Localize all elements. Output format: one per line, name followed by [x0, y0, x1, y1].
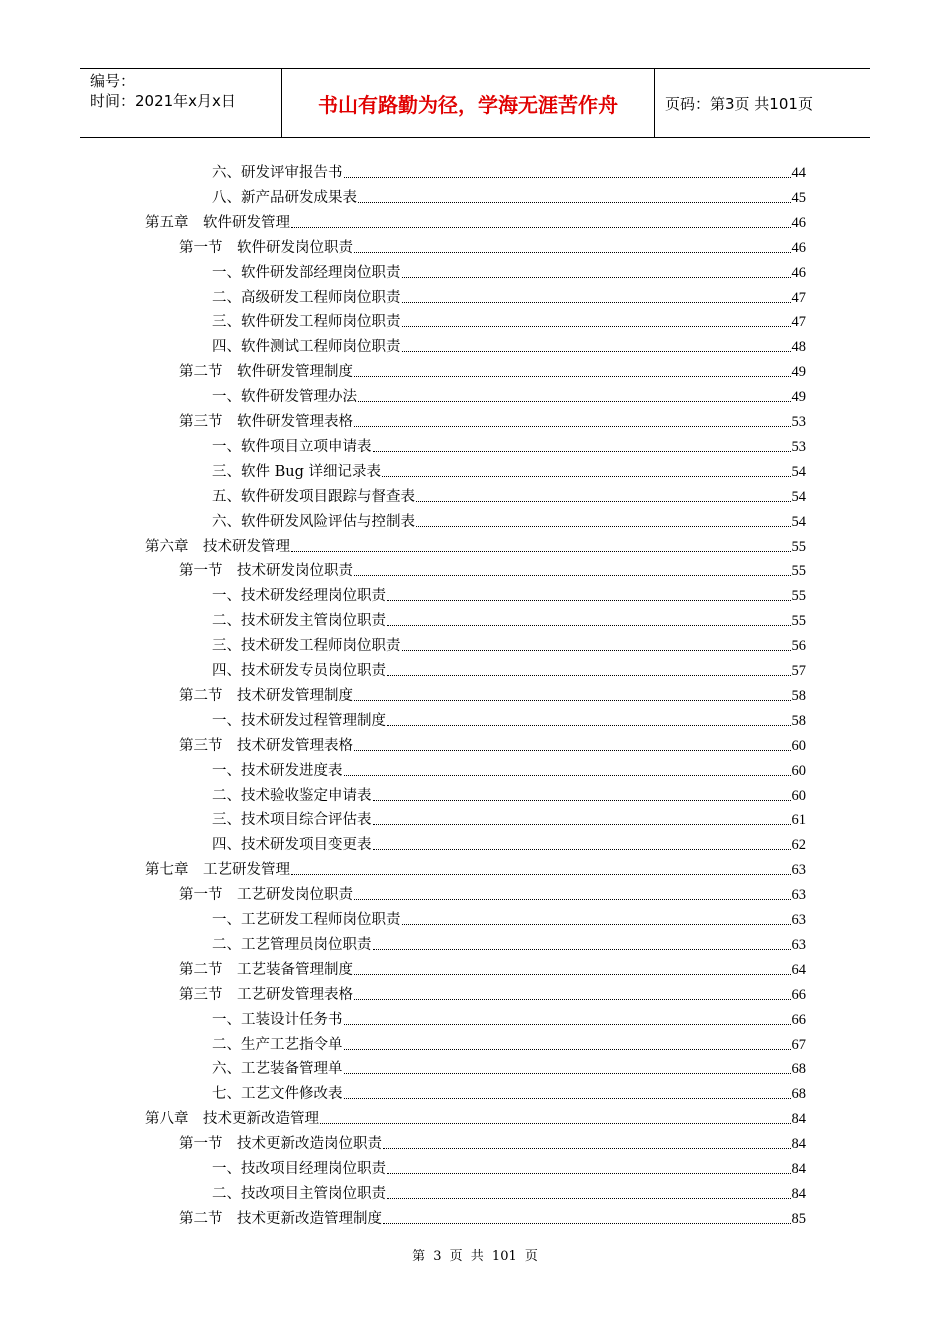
toc-entry-page: 53 — [791, 438, 806, 455]
toc-entry-page: 49 — [791, 364, 806, 381]
toc-entry-page: 54 — [791, 488, 806, 505]
toc-entry[interactable] — [212, 159, 806, 183]
toc-entry-title: 一、软件项目立项申请表 — [212, 438, 372, 455]
toc-entry-title: 二、技改项目主管岗位职责 — [212, 1185, 386, 1202]
toc-entry[interactable] — [212, 632, 806, 656]
toc-entry-page: 60 — [791, 762, 806, 779]
toc-entry-title: 第二节 技术更新改造管理制度 — [179, 1210, 382, 1227]
toc-entry[interactable] — [212, 906, 806, 930]
toc-entry-page: 53 — [791, 414, 806, 430]
toc-entry[interactable] — [179, 358, 806, 382]
toc-entry[interactable] — [212, 831, 806, 855]
toc-entry-page: 84 — [791, 1136, 806, 1153]
toc-entry-title: 第一节 技术研发岗位职责 — [179, 563, 353, 580]
toc-entry[interactable] — [179, 1205, 806, 1229]
toc-entry-page: 54 — [791, 513, 806, 530]
toc-dot-leader — [373, 824, 791, 825]
toc-entry-page: 55 — [791, 563, 806, 580]
toc-entry-page: 48 — [791, 339, 806, 356]
toc-dot-leader — [344, 177, 791, 178]
toc-entry-title: 三、技术研发工程师岗位职责 — [212, 638, 401, 655]
toc-dot-leader — [320, 1123, 791, 1124]
toc-entry[interactable] — [212, 333, 806, 357]
toc-dot-leader — [416, 501, 791, 502]
toc-entry-page: 60 — [791, 787, 806, 804]
toc-dot-leader — [354, 426, 791, 427]
toc-entry-title: 第三节 软件研发管理表格 — [179, 414, 353, 430]
toc-entry[interactable] — [212, 782, 806, 806]
toc-entry-title: 第三节 工艺研发管理表格 — [179, 986, 353, 1003]
toc-entry-page: 66 — [791, 1011, 806, 1028]
toc-entry-page: 46 — [791, 239, 806, 256]
toc-dot-leader — [373, 949, 791, 950]
toc-entry[interactable] — [212, 433, 806, 457]
toc-entry-page: 46 — [791, 264, 806, 281]
toc-dot-leader — [344, 1073, 791, 1074]
toc-dot-leader — [387, 625, 791, 626]
toc-entry-page: 55 — [791, 538, 806, 555]
toc-entry-title: 六、工艺装备管理单 — [212, 1061, 343, 1078]
page-footer: 第 3 页 共 101 页 — [412, 1249, 538, 1264]
toc-dot-leader — [344, 775, 791, 776]
toc-dot-leader — [387, 675, 791, 676]
toc-entry-title: 四、技术研发项目变更表 — [212, 837, 372, 854]
toc-dot-leader — [387, 600, 791, 601]
header-meta — [80, 69, 282, 137]
toc-entry-page: 68 — [791, 1061, 806, 1078]
toc-entry-page: 55 — [791, 613, 806, 630]
toc-dot-leader — [354, 999, 791, 1000]
toc-dot-leader — [344, 1024, 791, 1025]
toc-entry-title: 二、生产工艺指令单 — [212, 1036, 343, 1053]
toc-entry[interactable] — [212, 284, 806, 308]
toc-entry-title: 三、技术项目综合评估表 — [212, 812, 372, 829]
toc-dot-leader — [291, 227, 791, 228]
toc-entry[interactable] — [212, 508, 806, 532]
toc-entry[interactable] — [212, 1055, 806, 1079]
toc-entry-title: 第七章 工艺研发管理 — [145, 862, 290, 879]
toc-dot-leader — [354, 750, 791, 751]
toc-dot-leader — [358, 202, 791, 203]
toc-entry-title: 第二节 软件研发管理制度 — [179, 364, 353, 381]
toc-entry-page: 46 — [791, 214, 806, 231]
toc-dot-leader — [402, 924, 791, 925]
toc-dot-leader — [402, 326, 791, 327]
toc-entry-page: 47 — [791, 289, 806, 306]
toc-entry[interactable] — [145, 1105, 806, 1129]
toc-entry[interactable] — [179, 408, 806, 432]
toc-entry-page: 58 — [791, 712, 806, 729]
toc-dot-leader — [291, 551, 791, 552]
toc-dot-leader — [382, 476, 791, 477]
toc-entry-page: 68 — [791, 1086, 806, 1103]
toc-entry[interactable] — [179, 732, 806, 756]
toc-entry[interactable] — [179, 557, 806, 581]
toc-entry[interactable] — [145, 209, 806, 233]
toc-entry[interactable] — [212, 1180, 806, 1204]
toc-dot-leader — [416, 526, 791, 527]
toc-dot-leader — [402, 351, 791, 352]
toc-entry-title: 第一节 工艺研发岗位职责 — [179, 887, 353, 904]
toc-entry-title: 八、新产品研发成果表 — [212, 189, 357, 206]
toc-entry-page: 62 — [791, 837, 806, 854]
toc-entry-title: 五、软件研发项目跟踪与督查表 — [212, 488, 415, 505]
toc-entry[interactable] — [179, 956, 806, 980]
toc-entry-title: 二、高级研发工程师岗位职责 — [212, 289, 401, 306]
toc-entry-title: 第一节 软件研发岗位职责 — [179, 239, 353, 256]
serial-label: 编号： — [90, 72, 136, 90]
toc-entry-title: 第三节 技术研发管理表格 — [179, 737, 353, 754]
toc-entry-title: 第二节 工艺装备管理制度 — [179, 961, 353, 978]
toc-entry[interactable] — [179, 682, 806, 706]
toc-entry[interactable] — [179, 881, 806, 905]
toc-dot-leader — [387, 1198, 791, 1199]
toc-entry[interactable] — [212, 458, 806, 482]
toc-entry-page: 55 — [791, 588, 806, 605]
toc-entry[interactable] — [212, 582, 806, 606]
toc-entry-page: 54 — [791, 463, 806, 480]
toc-entry[interactable] — [179, 1130, 806, 1154]
toc-entry-page: 49 — [791, 389, 806, 406]
toc-entry-page: 63 — [791, 936, 806, 953]
toc-entry-title: 第二节 技术研发管理制度 — [179, 687, 353, 704]
toc-entry-title: 四、软件测试工程师岗位职责 — [212, 339, 401, 356]
toc-dot-leader — [402, 650, 791, 651]
toc-entry[interactable] — [212, 383, 806, 407]
toc-dot-leader — [373, 800, 791, 801]
toc-entry[interactable] — [179, 234, 806, 258]
toc-entry-title: 一、技术研发经理岗位职责 — [212, 588, 386, 605]
toc-entry-page: 63 — [791, 912, 806, 928]
toc-entry[interactable] — [145, 856, 806, 880]
toc-entry[interactable] — [212, 1080, 806, 1104]
toc-entry[interactable] — [212, 1031, 806, 1055]
toc-entry-title: 三、软件研发工程师岗位职责 — [212, 314, 401, 331]
header-motto: 书山有路勤为径，学海无涯苦作舟 — [282, 69, 655, 137]
toc-entry-page: 44 — [791, 165, 806, 181]
toc-entry-title: 一、软件研发部经理岗位职责 — [212, 264, 401, 281]
toc-entry[interactable] — [212, 607, 806, 631]
toc-dot-leader — [354, 252, 791, 253]
toc-entry[interactable] — [212, 757, 806, 781]
toc-entry-title: 一、技术研发过程管理制度 — [212, 712, 386, 729]
toc-dot-leader — [344, 1098, 791, 1099]
toc-entry[interactable] — [145, 533, 806, 557]
toc-entry-page: 63 — [791, 862, 806, 879]
toc-entry-page: 56 — [791, 638, 806, 655]
toc-dot-leader — [354, 575, 791, 576]
document-header — [80, 68, 870, 138]
toc-entry-page: 61 — [791, 812, 806, 829]
toc-entry[interactable] — [212, 806, 806, 830]
toc-dot-leader — [354, 376, 791, 377]
toc-entry[interactable] — [212, 707, 806, 731]
toc-dot-leader — [387, 1173, 791, 1174]
toc-entry-page: 84 — [791, 1161, 806, 1177]
toc-entry-title: 一、工艺研发工程师岗位职责 — [212, 912, 401, 928]
toc-entry-title: 第六章 技术研发管理 — [145, 538, 290, 555]
toc-entry-title: 二、技术研发主管岗位职责 — [212, 613, 386, 630]
toc-entry[interactable] — [179, 981, 806, 1005]
toc-entry[interactable] — [212, 184, 806, 208]
toc-entry-page: 85 — [791, 1210, 806, 1227]
toc-entry[interactable] — [212, 1155, 806, 1179]
toc-entry-page: 47 — [791, 314, 806, 331]
toc-entry-title: 一、软件研发管理办法 — [212, 389, 357, 406]
toc-dot-leader — [383, 1223, 791, 1224]
toc-entry-title: 第五章 软件研发管理 — [145, 214, 290, 231]
toc-entry-title: 四、技术研发专员岗位职责 — [212, 663, 386, 679]
toc-entry[interactable] — [212, 657, 806, 681]
toc-entry-title: 六、研发评审报告书 — [212, 165, 343, 181]
toc-dot-leader — [383, 1148, 791, 1149]
toc-entry[interactable] — [212, 1006, 806, 1030]
toc-entry-page: 63 — [791, 887, 806, 904]
time-label: 时间：2021年x月x日 — [90, 92, 236, 110]
toc-dot-leader — [402, 277, 791, 278]
toc-entry-page: 57 — [791, 663, 806, 679]
toc-entry-page: 45 — [791, 189, 806, 206]
toc-dot-leader — [354, 899, 791, 900]
toc-entry-title: 一、技术研发进度表 — [212, 762, 343, 779]
toc-entry-title: 第八章 技术更新改造管理 — [145, 1111, 319, 1128]
toc-entry[interactable] — [212, 931, 806, 955]
toc-dot-leader — [358, 401, 791, 402]
toc-entry-page: 60 — [791, 737, 806, 754]
toc-entry-title: 一、工装设计任务书 — [212, 1011, 343, 1028]
toc-entry[interactable] — [212, 308, 806, 332]
toc-dot-leader — [344, 1049, 791, 1050]
toc-dot-leader — [354, 974, 791, 975]
toc-entry-title: 二、技术验收鉴定申请表 — [212, 787, 372, 804]
toc-entry-page: 66 — [791, 986, 806, 1003]
toc-entry[interactable] — [212, 259, 806, 283]
toc-dot-leader — [387, 725, 791, 726]
toc-entry-title: 七、工艺文件修改表 — [212, 1086, 343, 1103]
toc-dot-leader — [354, 700, 791, 701]
toc-dot-leader — [291, 874, 791, 875]
toc-dot-leader — [373, 849, 791, 850]
toc-entry-title: 三、软件 Bug 详细记录表 — [212, 463, 381, 480]
toc-entry-page: 84 — [791, 1185, 806, 1202]
toc-entry-page: 84 — [791, 1111, 806, 1128]
toc-dot-leader — [373, 451, 791, 452]
toc-entry-page: 67 — [791, 1036, 806, 1053]
toc-entry-title: 第一节 技术更新改造岗位职责 — [179, 1136, 382, 1153]
toc-entry-title: 六、软件研发风险评估与控制表 — [212, 513, 415, 530]
toc-entry-page: 58 — [791, 687, 806, 704]
toc-entry[interactable] — [212, 483, 806, 507]
header-page-info: 页码：第3页 共101页 — [665, 94, 813, 113]
toc-dot-leader — [402, 302, 791, 303]
toc-entry-title: 二、工艺管理员岗位职责 — [212, 936, 372, 953]
toc-entry-title: 一、技改项目经理岗位职责 — [212, 1161, 386, 1177]
toc-entry-page: 64 — [791, 961, 806, 978]
